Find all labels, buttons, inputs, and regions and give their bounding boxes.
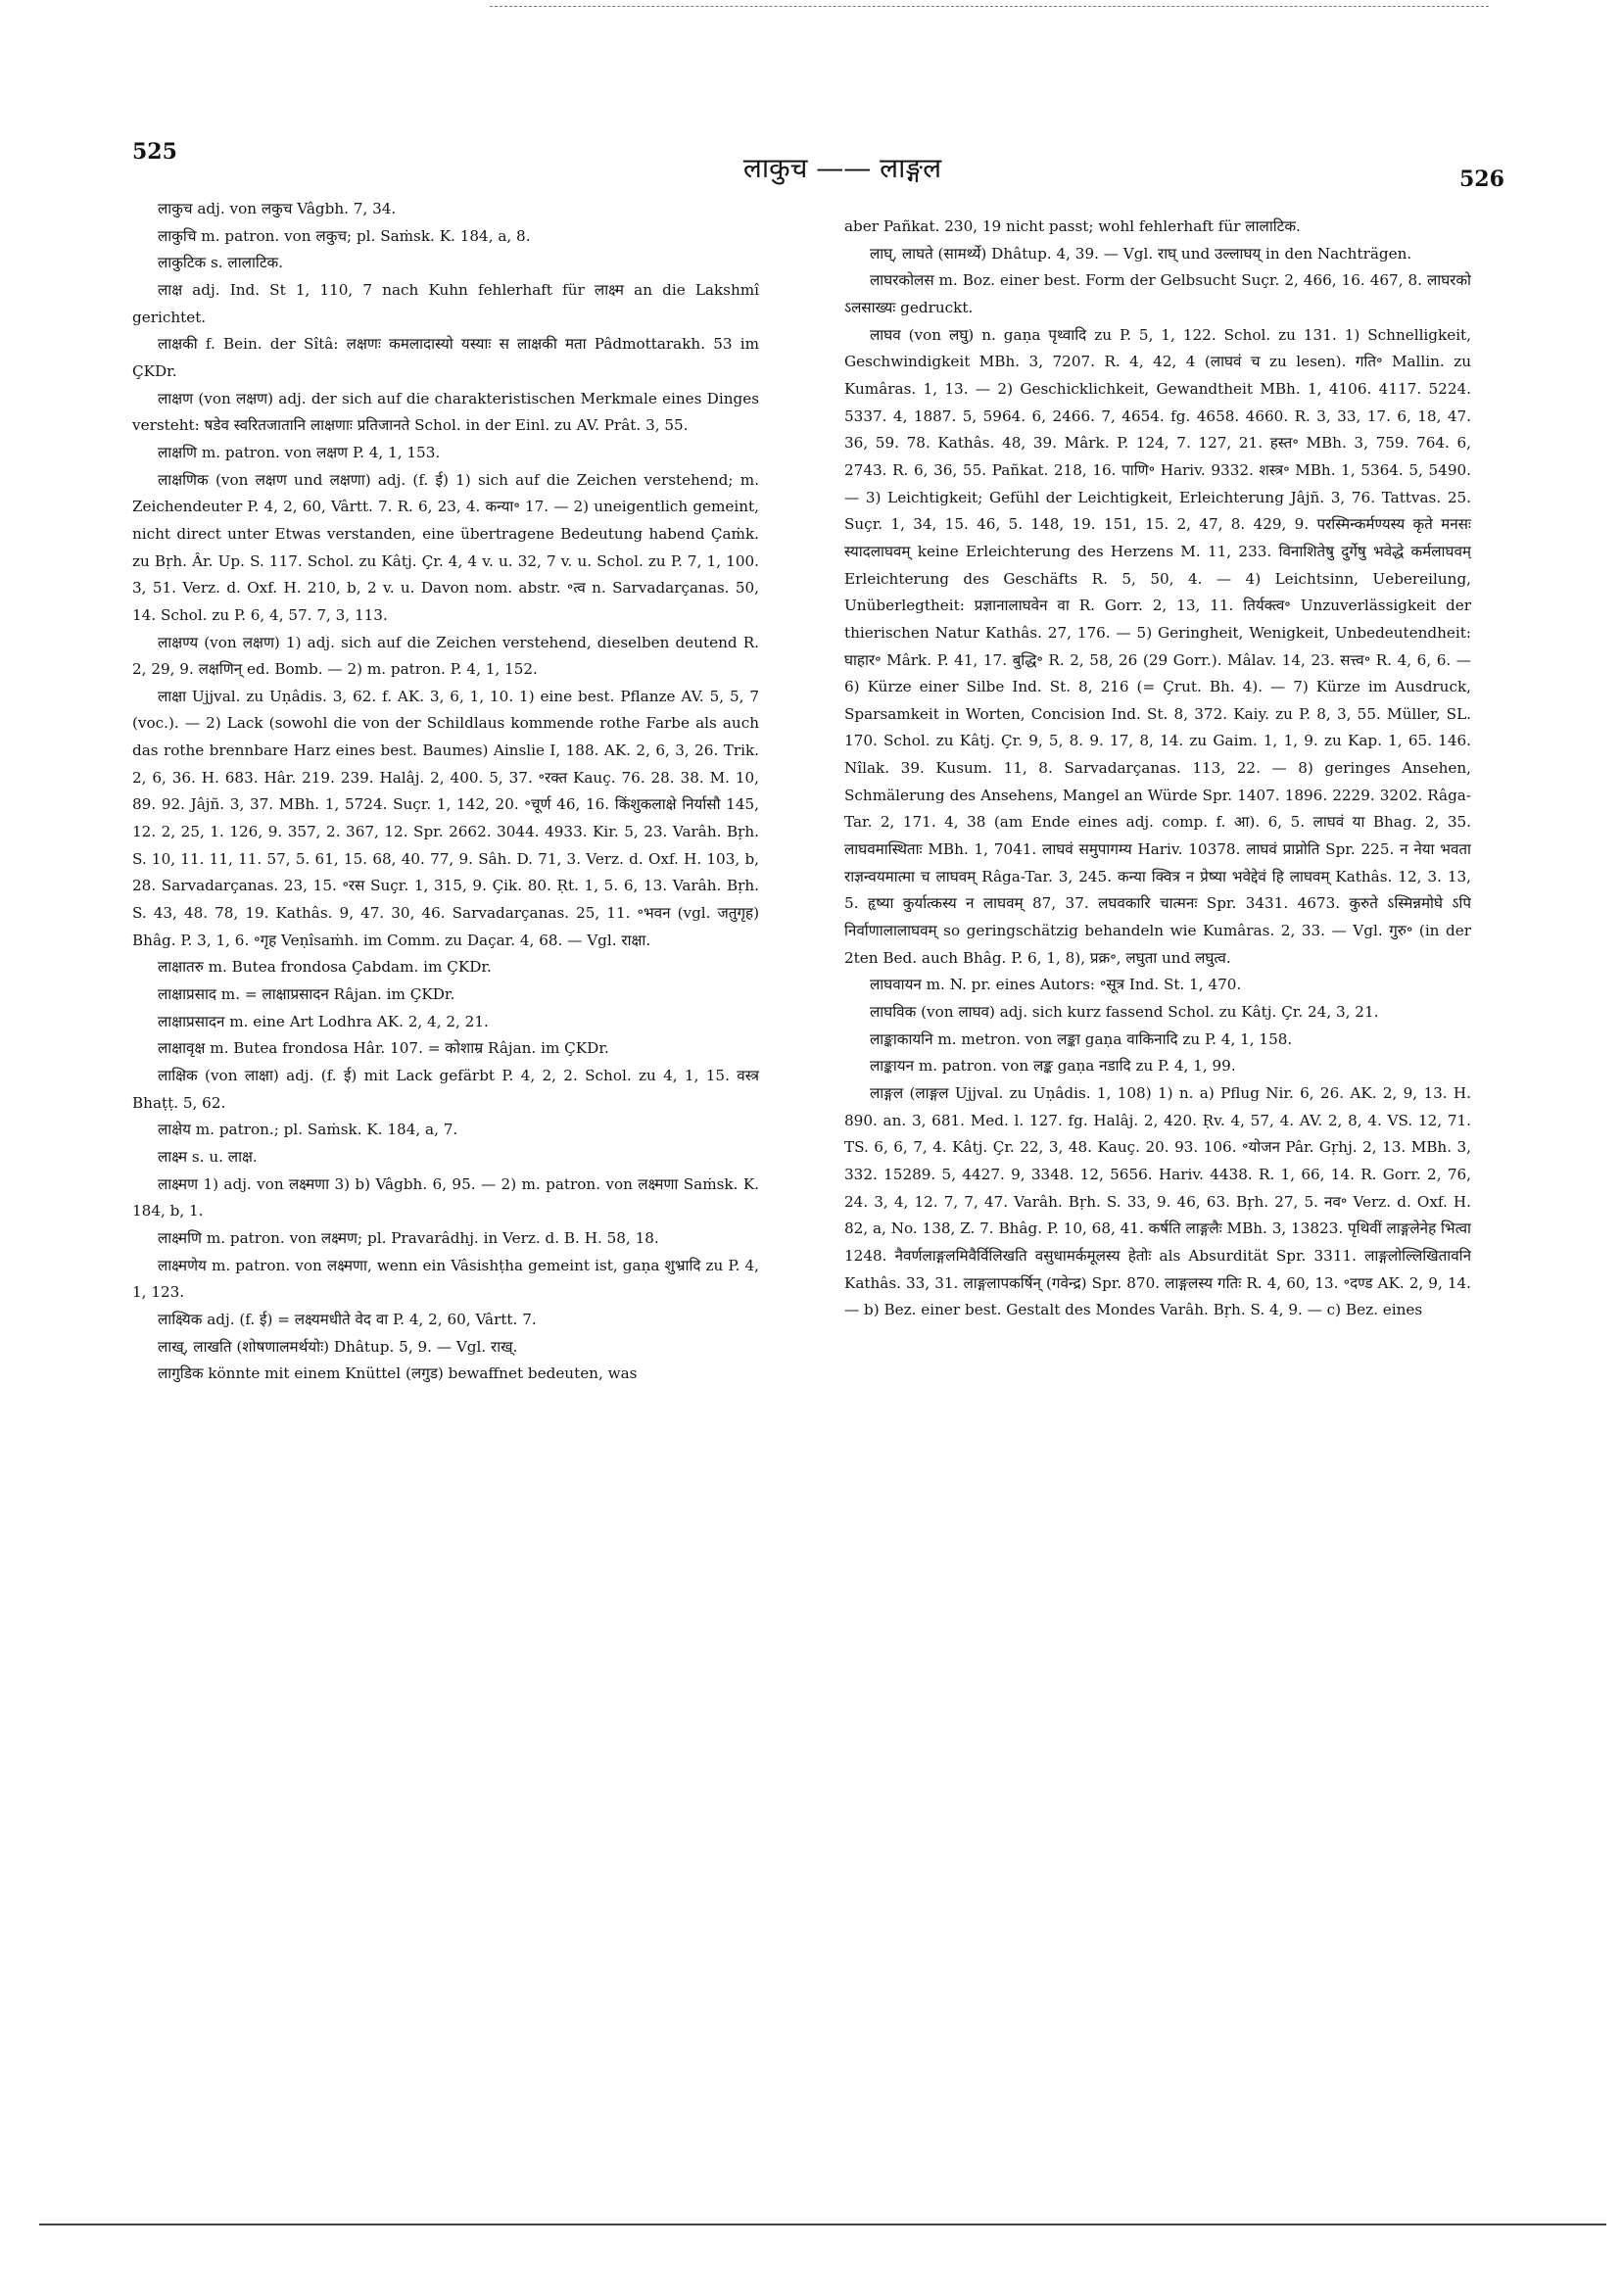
running-head: लाकुच —— लाङ्गल	[742, 152, 942, 184]
right-column	[844, 214, 1471, 2231]
dictionary-entry: लाक्षकी f. Bein. der Sîtâ: लक्षणः कमलादास्यो यस्याः स लाक्षकी मता Pâdmottarakh. 53 im ÇKDr.	[132, 335, 759, 380]
dictionary-entry: aber Pañkat. 230, 19 nicht passt; wohl fehlerhaft für लालाटिक.	[844, 217, 1301, 235]
left-column	[132, 196, 759, 2214]
dictionary-entry: लाक्ष्यिक adj. (f. ई) = लक्ष्यमधीते वेद वा P. 4, 2, 60, Vârtt. 7.	[158, 1310, 537, 1328]
dictionary-entry: लाक्षाप्रसाद m. = लाक्षाप्रसादन Râjan. im ÇKDr.	[158, 985, 455, 1004]
dictionary-entry: लाङ्काकायनि m. metron. von लङ्का gaṇa वाकिनादि zu P. 4, 1, 158.	[870, 1029, 1293, 1048]
dictionary-entry: लाक्षण्य (von लक्षण) 1) adj. sich auf die Zeichen verstehend, dieselben deutend R. 2, 29, 9. लक्षणिन् ed. Bomb. — 2) m. patron. P. 4, 1, 152.	[132, 633, 759, 679]
page-number-left: 525	[132, 139, 177, 165]
dictionary-entry: लाघ्, लाघते (सामर्थ्ये) Dhâtup. 4, 39. — Vgl. राघ् und उल्लाघय् in den Nachträgen.	[870, 244, 1412, 263]
dictionary-entry: लाक्षिक (von लाक्षा) adj. (f. ई) mit Lack gefärbt P. 4, 2, 2. Schol. zu 4, 1, 15. वस्त्र Bhaṭṭ. 5, 62.	[132, 1067, 759, 1112]
top-rule	[490, 6, 1489, 7]
dictionary-entry: लागुडिक könnte mit einem Knüttel (लगुड) bewaffnet bedeuten, was	[158, 1364, 638, 1383]
dictionary-entry: लाक्षणि m. patron. von लक्षण P. 4, 1, 153.	[158, 443, 441, 461]
dictionary-entry: लाक्षावृक्ष m. Butea frondosa Hâr. 107. = कोशाम्र Râjan. im ÇKDr.	[158, 1039, 609, 1058]
dictionary-entry: लाकुचि m. patron. von लकुच; pl. Saṁsk. K. 184, a, 8.	[158, 226, 531, 245]
dictionary-entry: लाक्षा Ujjval. zu Uṇâdis. 3, 62. f. AK. 3, 6, 1, 10. 1) eine best. Pflanze AV. 5, 5, 7 (voc.). — 2) Lack (sowohl die von der Schildlaus kommende rothe Farbe als auch das rothe brennbare Harz eines best. Baumes) Ainslie I, 188. AK. 2, 6, 3, 26. Trik. 2, 6, 36. H. 683. Hâr. 219. 239. Halâj. 2, 400. 5, 37. ॰रक्त Kauç. 76. 28. 38. M. 10, 89. 92. Jâjñ. 3, 37. MBh. 1, 5724. Suçr. 1, 142, 20. ॰चूर्ण 46, 16. किंशुकलाक्षे निर्यासौ 145, 12. 2, 25, 1. 126, 9. 357, 2. 367, 12. Spr. 2662. 3044. 4933. Kir. 5, 23. Varâh. Bṛh. S. 10, 11. 11, 11. 57, 5. 61, 15. 68, 40. 77, 9. Sâh. D. 71, 3. Verz. d. Oxf. H. 103, b, 28. Sarvadarçanas. 23, 15. ॰रस Suçr. 1, 315, 9. Çik. 80. Ṛt. 1, 5. 6, 13. Varâh. Bṛh. S. 43, 48. 78, 19. Kathâs. 9, 47. 30, 46. Sarvadarçanas. 25, 11. ॰भवन (vgl. जतुगृह) Bhâg. P. 3, 1, 6. ॰गृह Veṇîsaṁh. im Comm. zu Daçar. 4, 68. — Vgl. राक्षा.	[132, 687, 759, 949]
bottom-rule	[39, 2224, 1606, 2225]
dictionary-entry: लाकुच adj. von लकुच Vâgbh. 7, 34.	[158, 200, 397, 217]
page-number-right: 526	[1459, 167, 1504, 192]
dictionary-entry: लाक्ष्मण 1) adj. von लक्ष्मणा 3) b) Vâgbh. 6, 95. — 2) m. patron. von लक्ष्मणा Saṁsk. K. 184, b, 1.	[132, 1174, 759, 1220]
dictionary-entry: लाक्षातरु m. Butea frondosa Çabdam. im ÇKDr.	[158, 958, 492, 977]
dictionary-entry: लाक्षणिक (von लक्षण und लक्षणा) adj. (f. ई) 1) sich auf die Zeichen verstehend; m. Zeichendeuter P. 4, 2, 60, Vârtt. 7. R. 6, 23, 4. कन्या॰ 17. — 2) uneigentlich gemeint, nicht direct unter Etwas verstanden, eine übertragene Bedeutung habend Çaṁk. zu Bṛh. Âr. Up. S. 117. Schol. zu Kâtj. Çr. 4, 4 v. u. 32, 7 v. u. Schol. zu P. 7, 1, 100. 3, 51. Verz. d. Oxf. H. 210, b, 2 v. u. Davon nom. abstr. ॰त्व n. Sarvadarçanas. 50, 14. Schol. zu P. 6, 4, 57. 7, 3, 113.	[132, 470, 759, 624]
dictionary-entry: लाघव (von लघु) n. gaṇa पृथ्वादि zu P. 5, 1, 122. Schol. zu 131. 1) Schnelligkeit, Geschwindigkeit MBh. 3, 7207. R. 4, 42, 4 (लाघवं च zu lesen). गति॰ Mallin. zu Kumâras. 1, 13. — 2) Geschicklichkeit, Gewandtheit MBh. 1, 4106. 4117. 5224. 5337. 4, 1887. 5, 5964. 6, 2466. 7, 4654. fg. 4658. 4660. R. 3, 33, 17. 6, 18, 47. 36, 59. 78. Kathâs. 48, 39. Mârk. P. 124, 7. 127, 21. हस्त॰ MBh. 3, 759. 764. 6, 2743. R. 6, 36, 55. Pañkat. 218, 16. पाणि॰ Hariv. 9332. शस्त्र॰ MBh. 1, 5364. 5, 5490. — 3) Leichtigkeit; Gefühl der Leichtigkeit, Erleichterung Jâjñ. 3, 76. Tattvas. 25. Suçr. 1, 34, 15. 46, 5. 148, 19. 151, 15. 2, 47, 8. 429, 9. परस्मिन्कर्मण्यस्य कृते मनसः स्यादलाघवम् keine Erleichterung des Herzens M. 11, 233. विनाशितेषु दुर्गेषु भवेद्धे कर्मलाघवम् Erleichterung des Geschäfts R. 5, 50, 4. — 4) Leichtsinn, Uebereilung, Unüberlegtheit: प्रज्ञानालाघवेन वा R. Gorr. 2, 13, 11. तिर्यक्त्व॰ Unzuverlässigkeit der thierischen Natur Kathâs. 27, 176. — 5) Geringheit, Wenigkeit, Unbedeutendheit: घाहार॰ Mârk. P. 41, 17. बुद्धि॰ R. 2, 58, 26 (29 Gorr.). Mâlav. 14, 23. सत्त्व॰ R. 4, 6, 6. — 6) Kürze einer Silbe Ind. St. 8, 216 (= Çrut. Bh. 4). — 7) Kürze im Ausdruck, Sparsamkeit in Worten, Concision Ind. St. 8, 372. Kaiy. zu P. 8, 3, 55. Müller, SL. 170. Schol. zu Kâtj. Çr. 9, 5, 8. 9. 17, 8, 14. zu Gaim. 1, 1, 9. zu Kap. 1, 65. 146. Nîlak. 39. Kusum. 11, 8. Sarvadarçanas. 113, 22. — 8) geringes Ansehen, Schmälerung des Ansehens, Mangel an Würde Spr. 1407. 1896. 2229. 3202. Râga-Tar. 2, 171. 4, 38 (am Ende eines adj. comp. f. आ). 6, 5. लाघवं या Bhag. 2, 35. लाघवमास्थिताः MBh. 1, 7041. लाघवं समुपागम्य Hariv. 10378. लाघवं प्राप्नोति Spr. 225. न नेया भवता राज्ञन्वयमात्मा च लाघवम् Râga-Tar. 3, 245. कन्या क्वित्र न प्रेष्या भवेद्देवं हि लाघवम् Kathâs. 12, 3. 13, 5. हृष्या कुर्यात्कस्य न लाघवम् 87, 37. लघवकारि चात्मनः Spr. 3431. 4673. कुरुते ऽस्मिन्नमोघे ऽपि निर्वाणालालाघवम् so geringschätzig behandeln wie Kumâras. 2, 33. — Vgl. गुरु॰ (in der 2ten Bed. auch Bhâg. P. 6, 1, 8), प्रक्र॰, लघुता und लघुत्व.	[844, 325, 1471, 967]
dictionary-entry: लाघविक (von लाघव) adj. sich kurz fassend Schol. zu Kâtj. Çr. 24, 3, 21.	[870, 1003, 1379, 1022]
dictionary-entry: लाङ्कायन m. patron. von लङ्क gaṇa नडादि zu P. 4, 1, 99.	[870, 1057, 1236, 1076]
dictionary-entry: लाक्षेय m. patron.; pl. Saṁsk. K. 184, a, 7.	[158, 1121, 458, 1139]
dictionary-entry: लाक्ष्मणेय m. patron. von लक्ष्मणा, wenn ein Vâsishṭha gemeint ist, gaṇa शुभ्रादि zu P. 4, 1, 123.	[132, 1256, 759, 1302]
dictionary-entry: लाकुटिक s. लालाटिक.	[158, 254, 283, 272]
dictionary-entry: लाक्ष्मणि m. patron. von लक्ष्मण; pl. Pravarâdhj. in Verz. d. B. H. 58, 18.	[158, 1228, 659, 1247]
dictionary-entry: लाघरकोलस m. Boz. einer best. Form der Gelbsucht Suçr. 2, 466, 16. 467, 8. लाघरको ऽलसाख्यः gedruckt.	[844, 271, 1471, 316]
dictionary-entry: लाक्ष adj. Ind. St 1, 110, 7 nach Kuhn fehlerhaft für लाक्ष्म an die Lakshmî gerichtet.	[132, 280, 759, 326]
dictionary-entry: लाक्ष्म s. u. लाक्ष.	[158, 1147, 258, 1166]
dictionary-entry: लाक्षण (von लक्षण) adj. der sich auf die charakteristischen Merkmale eines Dinges versteht: षडेव स्वरितजातानि लाक्षणाः प्रतिजानते Schol. in der Einl. zu AV. Prât. 3, 55.	[132, 389, 759, 435]
dictionary-entry: लाङ्गल (लाङ्गल Ujjval. zu Uṇâdis. 1, 108) 1) n. a) Pflug Nir. 6, 26. AK. 2, 9, 13. H. 890. an. 3, 681. Med. l. 127. fg. Halâj. 2, 420. Ṛv. 4, 57, 4. AV. 2, 8, 4. VS. 12, 71. TS. 6, 6, 7, 4. Kâtj. Çr. 22, 3, 48. Kauç. 20. 93. 106. ॰योजन Pâr. Gṛhj. 2, 13. MBh. 3, 332. 15289. 5, 4427. 9, 3348. 12, 5656. Hariv. 4438. R. 1, 66, 14. R. Gorr. 2, 76, 24. 3, 4, 12. 7, 7, 47. Varâh. Bṛh. S. 33, 9. 46, 63. Bṛh. 27, 5. नव॰ Verz. d. Oxf. H. 82, a, No. 138, Z. 7. Bhâg. P. 10, 68, 41. कर्षति लाङ्गलैः MBh. 3, 13823. पृथिवीं लाङ्गलेनेह भित्वा 1248. नैवर्णलाङ्गलमिवैर्विलिखति वसुधामर्कमूलस्य हेतोः als Absurdität Spr. 3311. लाङ्गलोल्लिखितावनि Kathâs. 33, 31. लाङ्गलापकर्षिन् (गवेन्द्र) Spr. 870. लाङ्गलस्य गतिः R. 4, 60, 13. ॰दण्ड AK. 2, 9, 14. — b) Bez. einer best. Gestalt des Mondes Varâh. Bṛh. S. 4, 9. — c) Bez. eines	[844, 1084, 1471, 1319]
dictionary-entry: लाख्, लाखति (शोषणालमर्थयोः) Dhâtup. 5, 9. — Vgl. राख्.	[158, 1337, 518, 1356]
dictionary-entry: लाक्षाप्रसादन m. eine Art Lodhra AK. 2, 4, 2, 21.	[158, 1012, 489, 1030]
dictionary-entry: लाघवायन m. N. pr. eines Autors: ॰सूत्र Ind. St. 1, 470.	[870, 976, 1242, 994]
